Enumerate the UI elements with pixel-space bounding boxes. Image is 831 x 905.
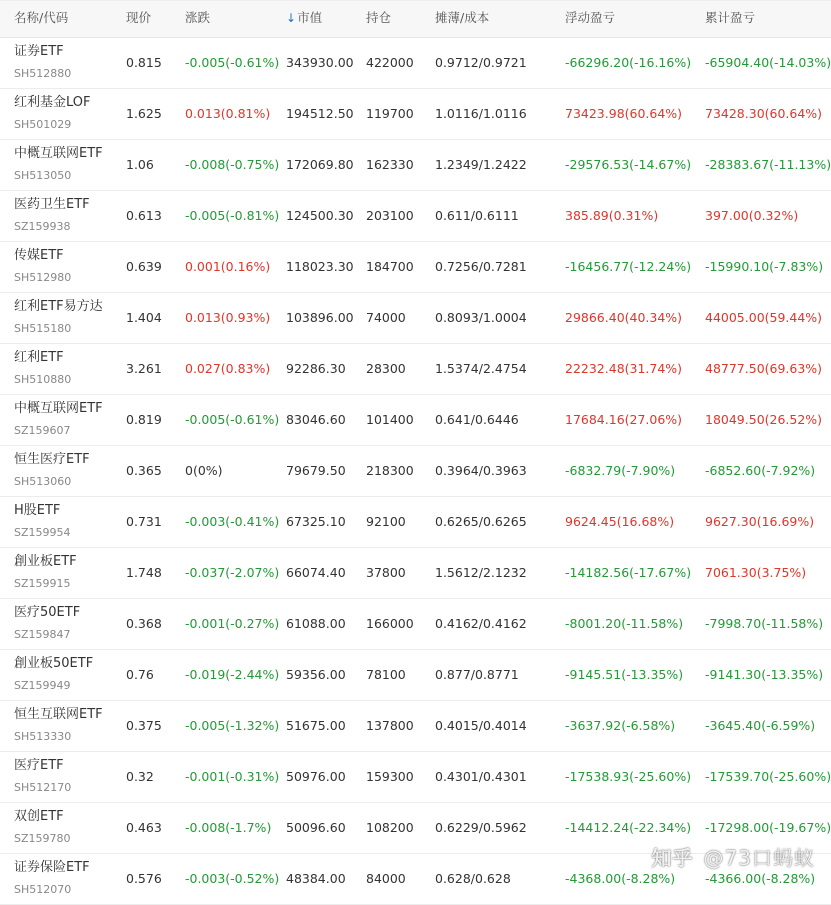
position-cell: 137800	[366, 718, 414, 733]
position-cell: 162330	[366, 157, 414, 172]
fund-code: SH510880	[14, 373, 72, 386]
total-pl-cell: -4366.00(-8.28%)	[705, 871, 816, 886]
position-cell: 92100	[366, 514, 406, 529]
market-value-cell: 50976.00	[286, 769, 346, 784]
fund-name[interactable]: 红利基金LOF	[14, 95, 91, 110]
header-position[interactable]: 持仓	[366, 10, 392, 25]
name-code-cell[interactable]	[14, 400, 103, 440]
float-pl-cell: 17684.16(27.06%)	[565, 412, 683, 427]
market-value-cell: 61088.00	[286, 616, 346, 631]
cost-cell: 1.2349/1.2422	[435, 157, 527, 172]
market-value-cell: 79679.50	[286, 463, 346, 478]
change-cell: -0.003(-0.52%)	[185, 871, 280, 886]
total-pl-cell: -7998.70(-11.58%)	[705, 616, 824, 631]
price-cell: 1.404	[126, 310, 162, 325]
table-header	[0, 0, 831, 38]
table-row[interactable]	[0, 89, 831, 140]
float-pl-cell: -29576.53(-14.67%)	[565, 157, 692, 172]
change-cell: -0.001(-0.31%)	[185, 769, 280, 784]
name-code-cell[interactable]	[14, 808, 71, 848]
cost-cell: 0.9712/0.9721	[435, 55, 527, 70]
position-cell: 101400	[366, 412, 414, 427]
table-row[interactable]	[0, 395, 831, 446]
watermark	[652, 842, 815, 871]
table-row[interactable]	[0, 701, 831, 752]
price-cell: 0.368	[126, 616, 162, 631]
header-market-value-label: 市值	[297, 10, 323, 25]
total-pl-cell: -17298.00(-19.67%)	[705, 820, 831, 835]
price-cell: 0.463	[126, 820, 162, 835]
market-value-cell: 194512.50	[286, 106, 354, 121]
change-cell: -0.001(-0.27%)	[185, 616, 280, 631]
header-market-value[interactable]	[286, 1, 322, 35]
market-value-cell: 51675.00	[286, 718, 346, 733]
fund-code: SZ159938	[14, 220, 71, 233]
float-pl-cell: -3637.92(-6.58%)	[565, 718, 676, 733]
float-pl-cell: -8001.20(-11.58%)	[565, 616, 684, 631]
table-body	[0, 38, 831, 905]
price-cell: 1.748	[126, 565, 162, 580]
header-total-pl[interactable]: 累计盈亏	[705, 10, 756, 25]
fund-name[interactable]: 恒生医疗ETF	[14, 452, 90, 467]
table-row[interactable]	[0, 548, 831, 599]
name-code-cell[interactable]	[14, 247, 71, 287]
total-pl-cell: -9141.30(-13.35%)	[705, 667, 824, 682]
position-cell: 218300	[366, 463, 414, 478]
fund-code: SZ159780	[14, 832, 71, 845]
fund-code: SH501029	[14, 118, 72, 131]
fund-code: SZ159847	[14, 628, 71, 641]
market-value-cell: 66074.40	[286, 565, 346, 580]
float-pl-cell: 73423.98(60.64%)	[565, 106, 683, 121]
position-cell: 203100	[366, 208, 414, 223]
float-pl-cell: -14182.56(-17.67%)	[565, 565, 692, 580]
price-cell: 0.819	[126, 412, 162, 427]
change-cell: -0.003(-0.41%)	[185, 514, 280, 529]
float-pl-cell: 9624.45(16.68%)	[565, 514, 675, 529]
fund-code: SZ159954	[14, 526, 71, 539]
fund-name[interactable]: 恒生互联网ETF	[14, 707, 103, 722]
fund-name[interactable]: 中概互联网ETF	[14, 146, 103, 161]
float-pl-cell: 29866.40(40.34%)	[565, 310, 683, 325]
fund-code: SH515180	[14, 322, 72, 335]
name-code-cell[interactable]	[14, 451, 90, 491]
table-row[interactable]	[0, 242, 831, 293]
total-pl-cell: -28383.67(-11.13%)	[705, 157, 831, 172]
change-cell: -0.005(-0.61%)	[185, 412, 280, 427]
change-cell: -0.005(-1.32%)	[185, 718, 280, 733]
cost-cell: 1.5374/2.4754	[435, 361, 527, 376]
fund-code: SH512880	[14, 67, 72, 80]
change-cell: 0.027(0.83%)	[185, 361, 271, 376]
position-cell: 74000	[366, 310, 406, 325]
cost-cell: 0.877/0.8771	[435, 667, 519, 682]
fund-name[interactable]: 证券ETF	[14, 44, 64, 59]
position-cell: 108200	[366, 820, 414, 835]
market-value-cell: 103896.00	[286, 310, 354, 325]
market-value-cell: 50096.60	[286, 820, 346, 835]
name-code-cell[interactable]	[14, 502, 71, 542]
name-code-cell[interactable]	[14, 604, 80, 644]
table-row[interactable]	[0, 752, 831, 803]
market-value-cell: 124500.30	[286, 208, 354, 223]
market-value-cell: 172069.80	[286, 157, 354, 172]
total-pl-cell: 44005.00(59.44%)	[705, 310, 823, 325]
price-cell: 0.76	[126, 667, 154, 682]
price-cell: 1.06	[126, 157, 154, 172]
total-pl-cell: -3645.40(-6.59%)	[705, 718, 816, 733]
total-pl-cell: -17539.70(-25.60%)	[705, 769, 831, 784]
position-cell: 422000	[366, 55, 414, 70]
change-cell: -0.008(-0.75%)	[185, 157, 280, 172]
fund-name[interactable]: 創业板50ETF	[14, 656, 94, 671]
name-code-cell[interactable]	[14, 553, 77, 593]
fund-code: SH513060	[14, 475, 72, 488]
market-value-cell: 59356.00	[286, 667, 346, 682]
position-cell: 166000	[366, 616, 414, 631]
fund-name[interactable]: 证券保险ETF	[14, 860, 90, 875]
change-cell: -0.037(-2.07%)	[185, 565, 280, 580]
market-value-cell: 67325.10	[286, 514, 346, 529]
float-pl-cell: 22232.48(31.74%)	[565, 361, 683, 376]
fund-code: SH512070	[14, 883, 72, 896]
cost-cell: 1.0116/1.0116	[435, 106, 527, 121]
float-pl-cell: -14412.24(-22.34%)	[565, 820, 692, 835]
total-pl-cell: 48777.50(69.63%)	[705, 361, 823, 376]
float-pl-cell: -17538.93(-25.60%)	[565, 769, 692, 784]
fund-code: SH513050	[14, 169, 72, 182]
total-pl-cell: -15990.10(-7.83%)	[705, 259, 824, 274]
name-code-cell[interactable]	[14, 43, 71, 83]
price-cell: 0.815	[126, 55, 162, 70]
change-cell: 0.013(0.81%)	[185, 106, 271, 121]
fund-code: SH512170	[14, 781, 72, 794]
price-cell: 3.261	[126, 361, 162, 376]
change-cell: -0.005(-0.61%)	[185, 55, 280, 70]
price-cell: 0.365	[126, 463, 162, 478]
change-cell: -0.019(-2.44%)	[185, 667, 280, 682]
fund-name[interactable]: 双创ETF	[14, 809, 64, 824]
name-code-cell[interactable]	[14, 298, 103, 338]
market-value-cell: 343930.00	[286, 55, 354, 70]
fund-name[interactable]: 医药卫生ETF	[14, 197, 90, 212]
cost-cell: 0.4015/0.4014	[435, 718, 527, 733]
watermark-handle: @73口蚂蚁	[703, 846, 815, 870]
fund-name[interactable]: H股ETF	[14, 503, 61, 518]
table-row[interactable]	[0, 191, 831, 242]
fund-code: SZ159949	[14, 679, 71, 692]
market-value-cell: 118023.30	[286, 259, 354, 274]
position-cell: 119700	[366, 106, 414, 121]
market-value-cell: 48384.00	[286, 871, 346, 886]
fund-name[interactable]: 医疗50ETF	[14, 605, 81, 620]
name-code-cell[interactable]	[14, 655, 93, 695]
change-cell: -0.005(-0.81%)	[185, 208, 280, 223]
position-cell: 159300	[366, 769, 414, 784]
table-row[interactable]	[0, 344, 831, 395]
position-cell: 84000	[366, 871, 406, 886]
total-pl-cell: 73428.30(60.64%)	[705, 106, 823, 121]
price-cell: 0.639	[126, 259, 162, 274]
name-code-cell[interactable]	[14, 145, 103, 185]
name-code-cell[interactable]	[14, 757, 71, 797]
fund-code: SH512980	[14, 271, 72, 284]
change-cell: -0.008(-1.7%)	[185, 820, 272, 835]
table-row[interactable]	[0, 293, 831, 344]
fund-code: SH513330	[14, 730, 72, 743]
position-cell: 37800	[366, 565, 406, 580]
table-row[interactable]	[0, 599, 831, 650]
name-code-cell[interactable]	[14, 706, 103, 746]
market-value-cell: 92286.30	[286, 361, 346, 376]
float-pl-cell: -9145.51(-13.35%)	[565, 667, 684, 682]
cost-cell: 0.611/0.6111	[435, 208, 519, 223]
table-row[interactable]	[0, 446, 831, 497]
total-pl-cell: 9627.30(16.69%)	[705, 514, 815, 529]
table-row[interactable]	[0, 38, 831, 89]
cost-cell: 0.8093/1.0004	[435, 310, 527, 325]
watermark-logo: 知乎	[651, 846, 694, 870]
float-pl-cell: -66296.20(-16.16%)	[565, 55, 692, 70]
price-cell: 1.625	[126, 106, 162, 121]
change-cell: 0.001(0.16%)	[185, 259, 271, 274]
float-pl-cell: -16456.77(-12.24%)	[565, 259, 692, 274]
total-pl-cell: -6852.60(-7.92%)	[705, 463, 816, 478]
total-pl-cell: 18049.50(26.52%)	[705, 412, 823, 427]
total-pl-cell: 7061.30(3.75%)	[705, 565, 807, 580]
arrow-down-icon: ↓	[286, 11, 297, 25]
fund-code: SZ159915	[14, 577, 71, 590]
float-pl-cell: -6832.79(-7.90%)	[565, 463, 676, 478]
header-cost[interactable]: 摊薄/成本	[435, 10, 490, 25]
price-cell: 0.375	[126, 718, 162, 733]
cost-cell: 0.6265/0.6265	[435, 514, 527, 529]
header-float-pl[interactable]: 浮动盈亏	[565, 10, 616, 25]
price-cell: 0.576	[126, 871, 162, 886]
fund-name[interactable]: 医疗ETF	[14, 758, 64, 773]
change-cell: 0.013(0.93%)	[185, 310, 271, 325]
market-value-cell: 83046.60	[286, 412, 346, 427]
name-code-cell[interactable]	[14, 349, 71, 389]
cost-cell: 0.4301/0.4301	[435, 769, 527, 784]
float-pl-cell: 385.89(0.31%)	[565, 208, 659, 223]
header-price[interactable]: 现价	[126, 10, 152, 25]
position-cell: 184700	[366, 259, 414, 274]
name-code-cell[interactable]	[14, 859, 90, 899]
position-cell: 78100	[366, 667, 406, 682]
cost-cell: 0.628/0.628	[435, 871, 511, 886]
position-cell: 28300	[366, 361, 406, 376]
price-cell: 0.731	[126, 514, 162, 529]
cost-cell: 0.641/0.6446	[435, 412, 519, 427]
cost-cell: 0.7256/0.7281	[435, 259, 527, 274]
price-cell: 0.613	[126, 208, 162, 223]
cost-cell: 1.5612/2.1232	[435, 565, 527, 580]
fund-name[interactable]: 红利ETF	[14, 350, 64, 365]
header-change[interactable]: 涨跌	[185, 10, 211, 25]
change-cell: 0(0%)	[185, 463, 223, 478]
total-pl-cell: 397.00(0.32%)	[705, 208, 799, 223]
table-row[interactable]	[0, 140, 831, 191]
name-code-cell[interactable]	[14, 196, 90, 236]
total-pl-cell: -65904.40(-14.03%)	[705, 55, 831, 70]
fund-name[interactable]: 中概互联网ETF	[14, 401, 103, 416]
fund-name[interactable]: 红利ETF易方达	[14, 299, 103, 314]
table-row[interactable]	[0, 497, 831, 548]
name-code-cell[interactable]	[14, 94, 91, 134]
cost-cell: 0.4162/0.4162	[435, 616, 527, 631]
fund-name[interactable]: 传媒ETF	[14, 248, 64, 263]
float-pl-cell: -4368.00(-8.28%)	[565, 871, 676, 886]
cost-cell: 0.6229/0.5962	[435, 820, 527, 835]
cost-cell: 0.3964/0.3963	[435, 463, 527, 478]
table-row[interactable]	[0, 650, 831, 701]
fund-name[interactable]: 創业板ETF	[14, 554, 77, 569]
price-cell: 0.32	[126, 769, 154, 784]
header-name-code[interactable]: 名称/代码	[14, 10, 69, 25]
fund-code: SZ159607	[14, 424, 71, 437]
